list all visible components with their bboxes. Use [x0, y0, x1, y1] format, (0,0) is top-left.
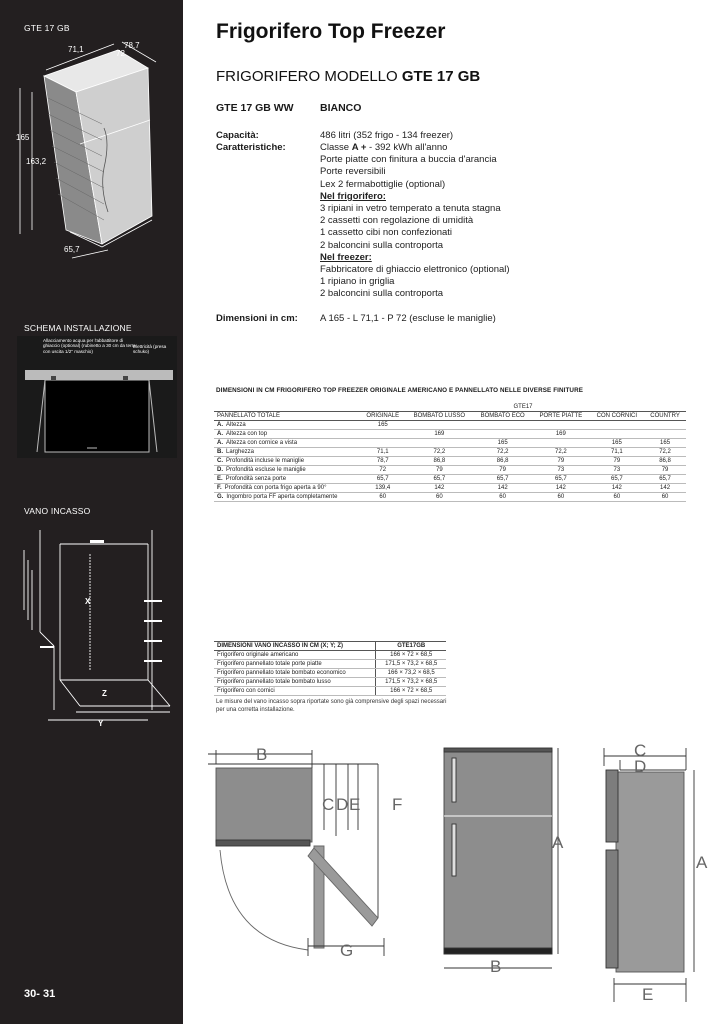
table-cell: 165 [473, 439, 532, 448]
table-cell [644, 421, 686, 430]
table-row [214, 457, 686, 466]
water-connection-note: Allacciamento acqua per l'abbattitore di ghiaccio (optional) (rubinetto a 30 cm da terra con uscita 1/2" maschio) [43, 338, 136, 354]
axis-z-label: Z [102, 689, 107, 698]
table-cell: 86,8 [406, 457, 474, 466]
table-cell: 72 [360, 466, 406, 475]
dim-label: 165 [16, 133, 30, 142]
table-cell: 78,7 [360, 457, 406, 466]
dim-label: 163,2 [26, 157, 47, 166]
diagram-label-d-side: D [634, 757, 647, 776]
table-cell: 142 [473, 484, 532, 493]
fridge-item: 1 cassetto cibi non confezionati [320, 227, 453, 239]
table-row [214, 678, 446, 687]
diagram-label-e: E [349, 795, 361, 814]
table-cell: 79 [644, 466, 686, 475]
page-number: 30- 31 [24, 988, 56, 1000]
table-cell: 72,2 [473, 448, 532, 457]
capacity-label: Capacità: [216, 130, 259, 141]
row-label: D. Profondità escluse le maniglie [214, 466, 360, 475]
table-row [214, 687, 446, 696]
table-row [214, 448, 686, 457]
table-row [214, 484, 686, 493]
install-scheme-label: SCHEMA INSTALLAZIONE [24, 323, 132, 333]
sidebar [0, 0, 183, 1024]
page-title: Frigorifero Top Freezer [216, 20, 446, 43]
column-header: PORTE PIATTE [532, 412, 589, 421]
table-row [214, 421, 686, 430]
table-cell: 166 × 73,2 × 68,5 [376, 669, 446, 678]
feature-item: Lex 2 fermabottiglie (optional) [320, 178, 446, 190]
table-cell: 72,2 [644, 448, 686, 457]
table-cell: 79 [532, 457, 589, 466]
column-header: DIMENSIONI VANO INCASSO IN CM (X; Y; Z) [214, 642, 376, 651]
dim-label: 78,7 [124, 41, 140, 50]
table-cell: 60 [406, 493, 474, 502]
table-cell: 73 [532, 466, 589, 475]
table-cell: 166 × 72 × 68,5 [376, 651, 446, 660]
page-subtitle [216, 68, 480, 85]
table-cell: 72,2 [406, 448, 474, 457]
table-cell: 165 [360, 421, 406, 430]
row-label: Frigorifero pannellato totale bombato lusso [214, 678, 376, 687]
table-group-header: GTE17 [513, 404, 533, 410]
column-header: GTE17GB [376, 642, 446, 651]
freezer-item: 2 balconcini sulla controporta [320, 288, 444, 300]
row-label: G. Ingombro porta FF aperta completamente [214, 493, 360, 502]
row-label: A. Altezza [214, 421, 360, 430]
table-cell [406, 439, 474, 448]
dim-label: 65,7 [64, 245, 80, 254]
table-cell: 169 [406, 430, 474, 439]
row-label: B. Larghezza [214, 448, 360, 457]
table-cell: 65,7 [406, 475, 474, 484]
feature-item: Porte piatte con finitura a buccia d'arancia [320, 154, 497, 166]
features-list [320, 142, 510, 301]
table-cell: 79 [473, 466, 532, 475]
fridge-item: 2 balconcini sulla controporta [320, 239, 444, 251]
table-cell: 72,2 [532, 448, 589, 457]
table-cell: 142 [644, 484, 686, 493]
diagram-label-g: G [340, 941, 354, 960]
column-header: ORIGINALE [360, 412, 406, 421]
table-row [214, 439, 686, 448]
table-cell: 142 [532, 484, 589, 493]
table-cell: 71,1 [590, 448, 645, 457]
table-cell: 165 [590, 439, 645, 448]
table-cell: 142 [590, 484, 645, 493]
freezer-item: 1 ripiano in griglia [320, 276, 395, 288]
table-cell [473, 430, 532, 439]
dimensions-label: Dimensioni in cm: [216, 313, 298, 324]
diagram-label-e-side: E [642, 985, 654, 1004]
table-row [214, 430, 686, 439]
freezer-item: Fabbricatore di ghiaccio elettronico (optional) [320, 264, 510, 276]
table-cell: 60 [532, 493, 589, 502]
table-cell: 65,7 [532, 475, 589, 484]
table-cell: 165 [644, 439, 686, 448]
column-header: CON CORNICI [590, 412, 645, 421]
energy-class: Classe A + - 392 kWh all'anno [320, 142, 448, 153]
niche-label: VANO INCASSO [24, 506, 91, 516]
niche-table [214, 641, 446, 696]
column-header: BOMBATO LUSSO [406, 412, 474, 421]
column-header: PANNELLATO TOTALE [214, 412, 360, 421]
table-cell: 171,5 × 73,2 × 68,5 [376, 660, 446, 669]
table-row [214, 466, 686, 475]
table-cell: 60 [644, 493, 686, 502]
table-cell: 86,8 [473, 457, 532, 466]
subtitle-prefix: FRIGORIFERO MODELLO [216, 68, 402, 85]
row-label: E. Profondità senza porte [214, 475, 360, 484]
table-cell: 79 [406, 466, 474, 475]
sidebar-model-label: GTE 17 GB [24, 23, 70, 33]
freezer-heading: Nel freezer: [320, 251, 372, 263]
axis-y-label: Y [98, 719, 104, 728]
diagram-label-a-side: A [696, 853, 708, 872]
table-cell: 171,5 × 73,2 × 68,5 [376, 678, 446, 687]
table-cell: 142 [406, 484, 474, 493]
table-cell: 60 [473, 493, 532, 502]
feature-item: Porte reversibili [320, 166, 386, 178]
diagram-label-b-front: B [490, 957, 502, 976]
subtitle-model: GTE 17 GB [401, 68, 481, 85]
table-row [214, 651, 446, 660]
features-label: Caratteristiche: [216, 142, 286, 153]
diagram-label-b: B [256, 745, 268, 764]
dimensions-table [214, 403, 686, 502]
table-cell [360, 439, 406, 448]
table-cell: 86,8 [644, 457, 686, 466]
table-cell [406, 421, 474, 430]
table-cell: 71,1 [360, 448, 406, 457]
model-code: GTE 17 GB WW [216, 102, 294, 114]
fridge-heading: Nel frigorifero: [320, 190, 386, 202]
table-cell: 166 × 72 × 68,5 [376, 687, 446, 696]
table-row [214, 660, 446, 669]
fridge-item: 3 ripiani in vetro temperato a tenuta stagna [320, 203, 501, 215]
table-cell: 65,7 [644, 475, 686, 484]
capacity-value: 486 litri (352 frigo - 134 freezer) [320, 130, 454, 141]
row-label: C. Profondità incluse le maniglie [214, 457, 360, 466]
table-cell: 65,7 [360, 475, 406, 484]
table-row [214, 475, 686, 484]
dimensions-table-title: DIMENSIONI IN CM FRIGORIFERO TOP FREEZER ORIGINALE AMERICANO E PANNELLATO NELLE DIVERSE FINITURE [216, 387, 584, 394]
row-label: Frigorifero pannellato totale porte piatte [214, 660, 376, 669]
diagram-label-d: D [336, 795, 349, 814]
table-cell: 65,7 [590, 475, 645, 484]
diagram-label-a: A [552, 833, 564, 852]
dim-label: 72 [116, 49, 125, 58]
technical-drawings [208, 740, 718, 1010]
electricity-note: Elettricità (presa schuko) [133, 344, 167, 355]
fridge-3d-illustration [14, 34, 174, 264]
diagram-label-c: C [322, 795, 335, 814]
row-label: Frigorifero originale americano [214, 651, 376, 660]
niche-diagram [20, 520, 180, 740]
diagram-label-f: F [392, 795, 403, 814]
table-cell: 60 [360, 493, 406, 502]
model-color: BIANCO [320, 102, 362, 114]
column-header: COUNTRY [644, 412, 686, 421]
table-cell [590, 421, 645, 430]
table-row [214, 669, 446, 678]
table-cell [532, 439, 589, 448]
niche-note: Le misure del vano incasso sopra riportate sono già comprensive degli spazi necessari per una corretta installazione. [216, 699, 447, 713]
installation-scheme-diagram [17, 336, 177, 458]
axis-x-label: X [85, 597, 91, 606]
table-cell [473, 421, 532, 430]
model-line [216, 102, 362, 114]
diagram-label-c-side: C [634, 741, 647, 760]
dimensions-value: A 165 - L 71,1 - P 72 (escluse le maniglie) [320, 313, 496, 324]
column-header: BOMBATO ECO [473, 412, 532, 421]
table-cell: 60 [590, 493, 645, 502]
table-cell: 73 [590, 466, 645, 475]
table-cell: 79 [590, 457, 645, 466]
table-cell: 65,7 [473, 475, 532, 484]
row-label: A. Altezza con cornice a vista [214, 439, 360, 448]
table-cell [360, 430, 406, 439]
row-label: A. Altezza con top [214, 430, 360, 439]
table-cell [590, 430, 645, 439]
dim-label: 71,1 [68, 45, 84, 54]
table-cell: 169 [532, 430, 589, 439]
table-cell [532, 421, 589, 430]
row-label: Frigorifero pannellato totale bombato economico [214, 669, 376, 678]
row-label: Frigorifero con cornici [214, 687, 376, 696]
row-label: F. Profondità con porta frigo aperta a 90° [214, 484, 360, 493]
fridge-item: 2 cassetti con regolazione di umidità [320, 215, 474, 227]
table-cell [644, 430, 686, 439]
table-row [214, 493, 686, 502]
table-cell: 139,4 [360, 484, 406, 493]
